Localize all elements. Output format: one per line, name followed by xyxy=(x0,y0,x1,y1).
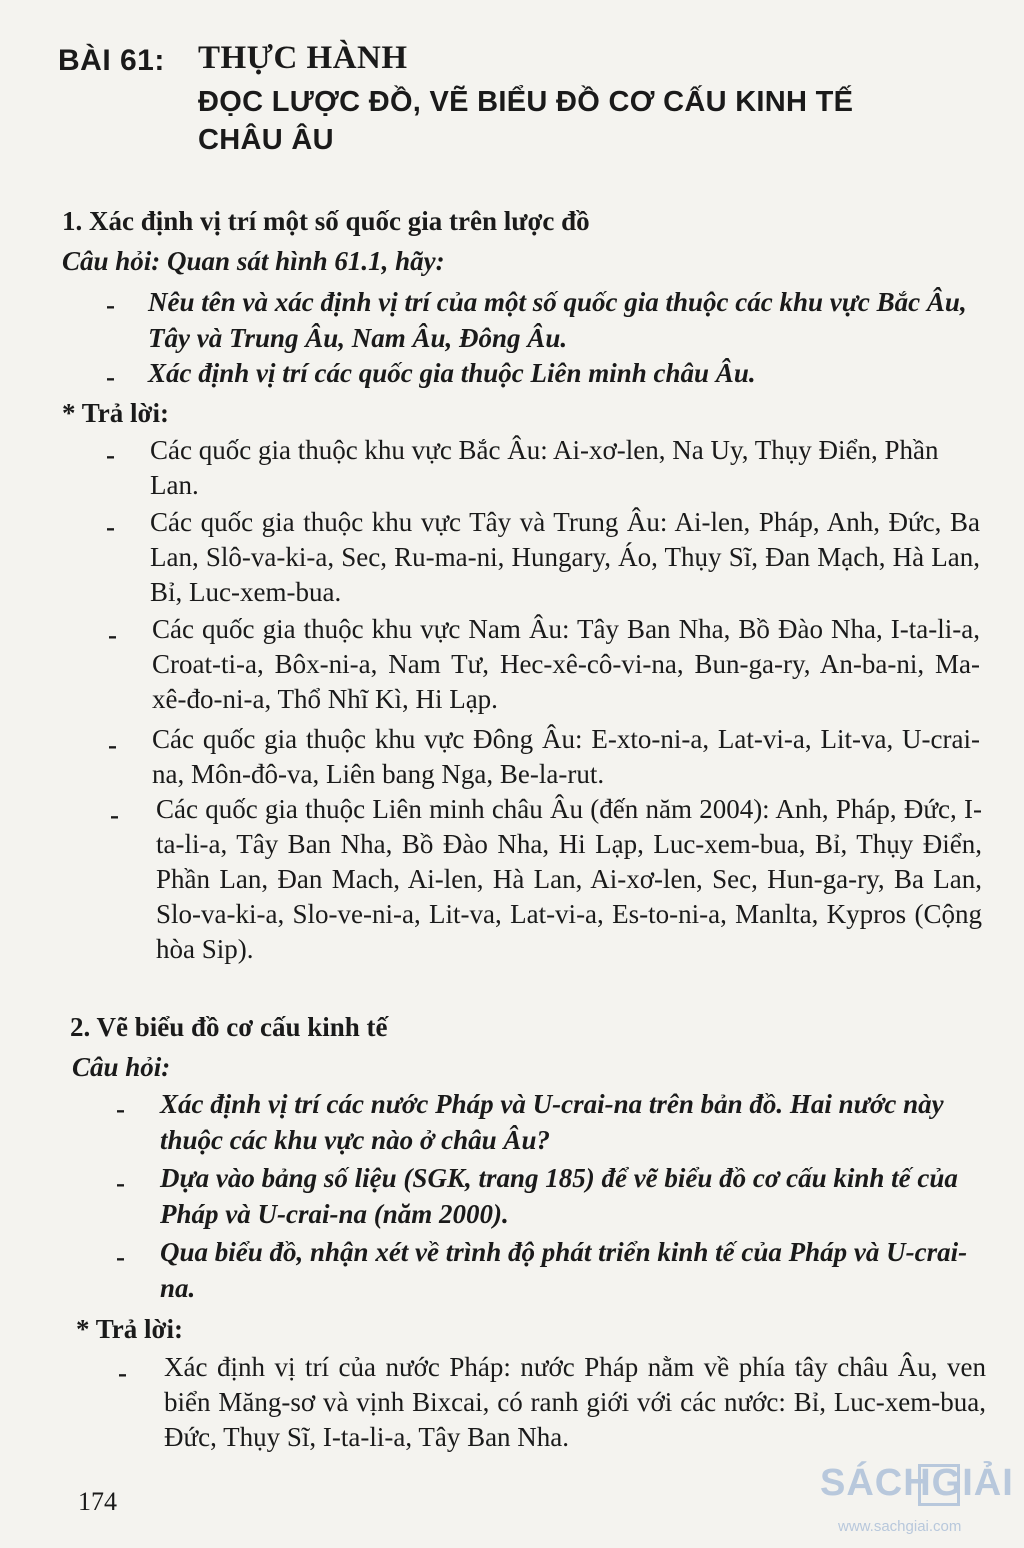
bullet-dash: - xyxy=(116,1168,125,1198)
section-2-question-1: Xác định vị trí các nước Pháp và U-crai-na trên bản đồ. Hai nước này thuộc các khu vực nào ở châu Âu? xyxy=(160,1089,944,1155)
bullet-dash: - xyxy=(106,290,115,320)
section-2-answer-1: Xác định vị trí của nước Pháp: nước Pháp nằm về phía tây châu Âu, ven biển Măng-sơ và vịnh Bixcai, có ranh giới với các nước: Bỉ, Luc-xem-bua, Đức, Thụy Sĩ, I-ta-li-a, Tây Ban Nha. xyxy=(164,1352,986,1452)
page-number: 174 xyxy=(78,1487,117,1516)
section-2-heading: 2. Vẽ biểu đồ cơ cấu kinh tế xyxy=(70,1012,388,1042)
bullet-dash: - xyxy=(106,440,115,470)
logo-url: www.sachgiai.com xyxy=(838,1518,962,1535)
lesson-number: BÀI 61: xyxy=(58,44,165,77)
lesson-title-line-3: CHÂU ÂU xyxy=(198,124,334,156)
section-1-question-1: Nêu tên và xác định vị trí của một số quốc gia thuộc các khu vực Bắc Âu, Tây và Trung Âu, Nam Âu, Đông Âu. xyxy=(148,287,967,353)
logo-text: SÁCHGIẢI xyxy=(820,1462,1014,1504)
section-1-answer-4: Các quốc gia thuộc khu vực Đông Âu: E-xto-ni-a, Lat-vi-a, Lit-va, U-crai-na, Môn-đô-va, Liên bang Nga, Be-la-rut. xyxy=(152,724,980,789)
bullet-dash: - xyxy=(106,512,115,542)
sachgiai-logo xyxy=(820,1462,1020,1542)
bullet-dash: - xyxy=(116,1094,125,1124)
section-2-question-label: Câu hỏi: xyxy=(72,1052,171,1082)
section-1-question-2: Xác định vị trí các quốc gia thuộc Liên minh châu Âu. xyxy=(148,358,756,388)
section-1-answer-3: Các quốc gia thuộc khu vực Nam Âu: Tây Ban Nha, Bồ Đào Nha, I-ta-li-a, Croat-ti-a, Bôx-ni-a, Nam Tư, Hec-xê-cô-vi-na, Bun-ga-ry, An-ba-ni, Ma-xê-đo-ni-a, Thổ Nhĩ Kì, Hi Lạp. xyxy=(152,614,980,714)
section-2-question-2: Dựa vào bảng số liệu (SGK, trang 185) để vẽ biểu đồ cơ cấu kinh tế của Pháp và U-crai-na (năm 2000). xyxy=(160,1163,958,1229)
section-2-answer-label: * Trả lời: xyxy=(76,1314,183,1344)
lesson-title-line-1: THỰC HÀNH xyxy=(198,40,408,76)
bullet-dash: - xyxy=(116,1242,125,1272)
bullet-dash: - xyxy=(106,362,115,392)
section-1-heading: 1. Xác định vị trí một số quốc gia trên lược đồ xyxy=(62,206,590,236)
section-2-question-3: Qua biểu đồ, nhận xét về trình độ phát triển kinh tế của Pháp và U-crai-na. xyxy=(160,1237,968,1303)
section-1-question-label: Câu hỏi: Quan sát hình 61.1, hãy: xyxy=(62,246,445,276)
section-1-answer-label: * Trả lời: xyxy=(62,398,169,428)
section-1-answer-5: Các quốc gia thuộc Liên minh châu Âu (đến năm 2004): Anh, Pháp, Đức, I-ta-li-a, Tây Ban Nha, Bồ Đào Nha, Hi Lạp, Luc-xem-bua, Bỉ, Thụy Điển, Phần Lan, Đan Mach, Ai-len, Hà Lan, Ai-xơ-len, Sec, Hun-ga-ry, Ba Lan, Slo-va-ki-a, Slo-ve-ni-a, Lit-va, Lat-vi-a, Es-to-ni-a, Manlta, Kypros (Cộng hòa Sip). xyxy=(156,794,982,964)
bullet-dash: - xyxy=(118,1358,127,1388)
bullet-dash: - xyxy=(108,730,117,760)
section-1-answer-2: Các quốc gia thuộc khu vực Tây và Trung Âu: Ai-len, Pháp, Anh, Đức, Ba Lan, Slô-va-ki-a, Sec, Ru-ma-ni, Hungary, Áo, Thụy Sĩ, Đan Mạch, Hà Lan, Bỉ, Luc-xem-bua. xyxy=(150,507,980,607)
bullet-dash: - xyxy=(110,800,119,830)
lesson-title-line-2: ĐỌC LƯỢC ĐỒ, VẼ BIỂU ĐỒ CƠ CẤU KINH TẾ xyxy=(198,86,854,118)
section-1-answer-1: Các quốc gia thuộc khu vực Bắc Âu: Ai-xơ-len, Na Uy, Thụy Điển, Phần Lan. xyxy=(150,435,939,500)
bullet-dash: - xyxy=(108,620,117,650)
